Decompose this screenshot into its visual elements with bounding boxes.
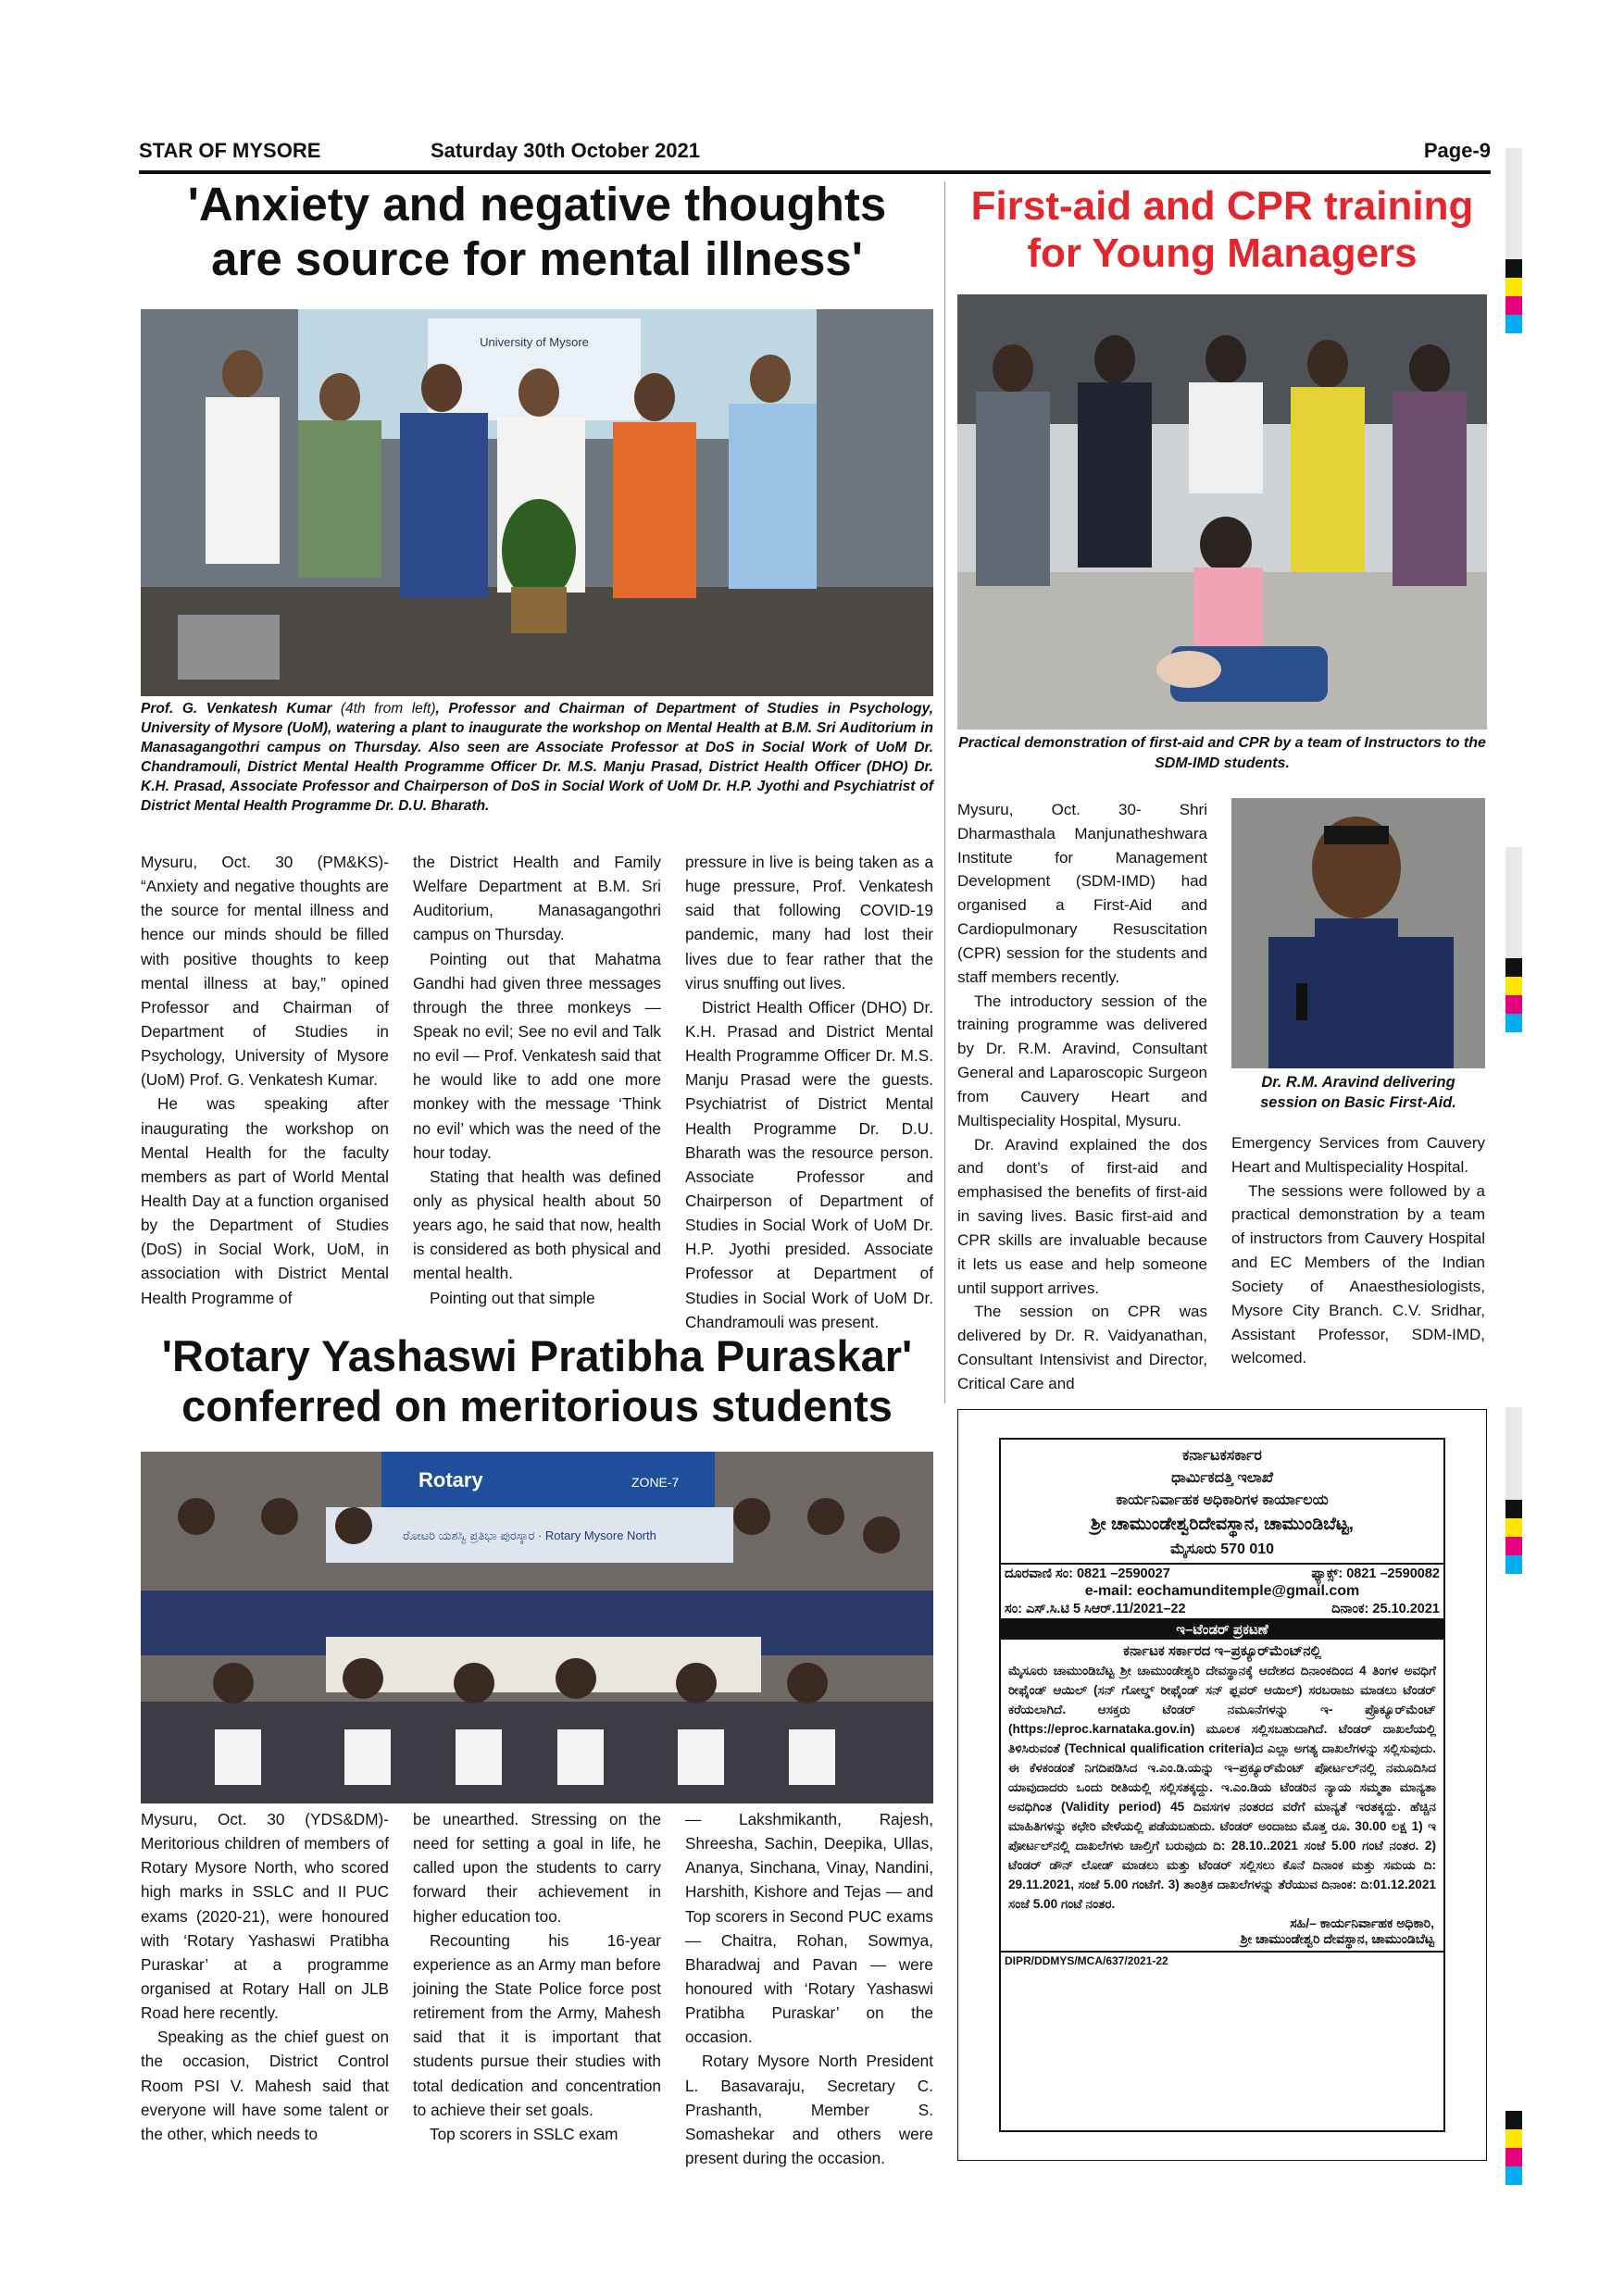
story3-column-1 [141,1807,389,2146]
ad-body: ಮೈಸೂರು ಚಾಮುಂಡಿಬೆಟ್ಟ ಶ್ರೀ ಚಾಮುಂಡೇಶ್ವರಿ ದೇವಸ್ಥಾನಕ್ಕೆ ಆದೇಶದ ದಿನಾಂಕದಿಂದ 4 ತಿಂಗಳ ಅವಧಿಗೆ ರೀಫೈಂಡ್ ಆಯಿಲ್ (ಸನ್ ಗೋಲ್ಡ್ ರೀಫೈಂಡ್ ಸನ್ ಫ್ಲವರ್ ಆಯಿಲ್) ಸರಬರಾಜು ಮಾಡಲು ಟೆಂಡರ್ ಕರೆಯಲಾಗಿದೆ. ಆಸಕ್ತರು ಟೆಂಡರ್ ನಮೂನೆಗಳನ್ನು ಇ- ಪ್ರೊಕ್ಯೂರ್‌ಮೆಂಟ್ (https://eproc.karnataka.gov.in) ಮೂಲಕ ಸಲ್ಲಿಸಬಹುದಾಗಿದೆ. ಟೆಂಡರ್ ದಾಖಲೆಯಲ್ಲಿ ತಿಳಿಸಿರುವಂತೆ (Technical qualification criteria)ದ ಎಲ್ಲಾ ಅಗತ್ಯ ದಾಖಲೆಗಳನ್ನು ಸಲ್ಲಿಸುವುದು. ಈ ಕೆಳಕಂಡಂತೆ ನಿಗದಿಪಡಿಸಿದ ಇ.ಎಂ.ಡಿ.ಯನ್ನು ಇ–ಪ್ರಕ್ಯೂರ್‌ಮೆಂಟ್ ಪೋರ್ಟಲ್‌ನಲ್ಲಿ ನಮೂದಿಸಿದ ಯಾವುದಾದರು ಒಂದು ರೀತಿಯಲ್ಲಿ ಸಲ್ಲಿಸತಕ್ಕದ್ದು. ಇ.ಎಂ.ಡಿಯ ಟೆಂಡರಿನ ನ್ಯಾಯ ಸಮ್ಮತಾ ಮಾನ್ಯತಾ ಅವಧಿಗಿಂತ (Validity period) 45 ದಿವಸಗಳ ನಂತರದ ವರೆಗೆ ಮಾನ್ಯತೆ ಇರತಕ್ಕದ್ದು. ಹೆಚ್ಚಿನ ಮಾಹಿತಿಗಳನ್ನು ಕಛೇರಿ ವೇಳೆಯಲ್ಲಿ ಪಡೆಯಬಹುದು. ಟೆಂಡರ್ ಅಂದಾಜು ಮೊತ್ತ ರೂ. 30.00 ಲಕ್ಷ 1) ಇ ಪೋರ್ಟಲ್‌ನಲ್ಲಿ ದಾಖಲೆಗಳು ಚಾಲ್ತಿಗೆ ಬರುವುದು ದಿ: 28.10..2021 ಸಂಜೆ 5.00 ಗಂಟೆ ನಂತರ. 2) ಟೆಂಡರ್ ಡೌನ್ ಲೋಡ್ ಮಾಡಲು ಮತ್ತು ಟೆಂಡರ್ ಸಲ್ಲಿಸಲು ಕೊನೆ ದಿನಾಂಕ ಮತ್ತು ಸಮಯ ದಿ: 29.11.2021, ಸಂಜೆ 5.00 ಗಂಟೆಗೆ. 3) ತಾಂತ್ರಿಕ ದಾಖಲೆಗಳನ್ನು ತೆರೆಯುವ ದಿನಾಂಕ: ದಿ:01.12.2021 ಸಂಜೆ 5.00 ಗಂಟೆ ನಂತರ. [1008,1663,1436,1912]
ad-dipr-code: DIPR/DDMYS/MCA/637/2021-22 [1001,1951,1443,1969]
color-registration-strip [1505,148,1522,333]
story3-photo [141,1452,933,1803]
story2-photo-caption: Practical demonstration of first-aid and CPR by a team of Instructors to the SDM-IMD students. [958,735,1486,771]
headline-line: conferred on meritorious students [181,1381,893,1431]
story1-photo [141,309,933,696]
issue-date: Saturday 30th October 2021 [431,139,701,162]
color-registration-strip [1505,1407,1522,1574]
caption-name: Prof. G. Venkatesh Kumar [141,701,332,717]
caption-note: (4th from left) [331,701,436,717]
ad-address: ಮೈಸೂರು 570 010 [1169,1541,1275,1557]
color-registration-strip [1505,2111,1522,2185]
paragraph: pressure in live is being taken as a huge pressure, Prof. Venkatesh said that following COVID-19 pandemic, many had lost their lives due to fear rather that the virus snuffing out lives. [685,853,933,992]
paragraph: Top scorers in SSLC exam [430,2124,618,2143]
ad-tender-subtitle: ಕರ್ನಾಟಕ ಸರ್ಕಾರದ ಇ–ಪ್ರಕ್ಯೂರ್‌ಮೆಂಟ್‌ನಲ್ಲಿ [1123,1642,1321,1659]
cpr-demonstration-photo [957,294,1487,730]
speaker-photo [1231,798,1485,1068]
headline-line: for Young Managers [1027,230,1418,276]
paragraph: Pointing out that simple [430,1288,595,1307]
ad-signature-office: ಶ್ರೀ ಚಾಮುಂಡೇಶ್ವರಿ ದೇವಸ್ಥಾನ, ಚಾಮುಂಡಿಬೆಟ್ಟ [1240,1931,1434,1947]
portrait-caption: Dr. R.M. Aravind delivering session on Basic First-Aid. [1260,1074,1456,1112]
ad-temple-name: ಶ್ರೀ ಚಾಮುಂಡೇಶ್ವರಿದೇವಸ್ಥಾನ, ಚಾಮುಂಡಿಬೆಟ್ಟ, [1091,1515,1354,1534]
page-number: Page-9 [1423,139,1491,162]
banner-text: University of Mysore [480,335,589,349]
paragraph: Speaking as the chief guest on the occasion, District Control Room PSI V. Mahesh said that everyone will have some talent or the other, which needs to [141,2028,389,2143]
paragraph: Emergency Services from Cauvery Heart and Multispeciality Hospital. [1231,1134,1485,1176]
paragraph: be unearthed. Stressing on the need for setting a goal in life, he called upon the students to carry forward their achievement in higher education too. [413,1810,661,1926]
story1-headline [139,178,935,286]
ad-contact-row [1001,1563,1443,1583]
paragraph: Mysuru, Oct. 30- Shri Dharmasthala Manjunatheshwara Institute for Management Development (SDM-IMD) had organised a First-Aid and Cardiopulmonary Resuscitation (CPR) session for the students and staff members recently. [957,801,1207,986]
masthead [139,139,1491,172]
paper-name: STAR OF MYSORE [139,139,321,162]
story3-column-3 [685,1807,933,2170]
banner-zone: ZONE-7 [631,1475,680,1490]
ad-email: e-mail: eochamunditemple@gmail.com [1084,1582,1360,1599]
story1-column-1 [141,850,389,1310]
paragraph: the District Health and Family Welfare Department at B.M. Sri Auditorium, Manasagangothri campus on Thursday. [413,853,661,944]
workshop-inauguration-photo [141,309,933,696]
paragraph: Dr. Aravind explained the dos and dont’s of first-aid and emphasised the benefits of first-aid in saving lives. Basic first-aid and CPR skills are invaluable because it lets us ease and help someone until support arrives. [957,1135,1207,1297]
paragraph: The introductory session of the training programme was delivered by Dr. R.M. Aravind, Consultant General and Laparoscopic Surgeon from Cauvery Heart and Multispeciality Hospital, Mysuru. [957,992,1207,1129]
ad-signature: ಸಹಿ/– ಕಾರ್ಯನಿರ್ವಾಹಕ ಅಧಿಕಾರಿ, [1290,1915,1434,1931]
story2-photo [957,294,1487,730]
ad-fax: ಫ್ಯಾಕ್ಸ್: 0821 –2590082 [1311,1566,1440,1581]
ad-ref-number: ಸಂ: ಎಸ್.ಸಿ.ಟಿ 5 ಸಿಆರ್.11/2021–22 [1005,1601,1186,1616]
ad-ref-date: ದಿನಾಂಕ: 25.10.2021 [1331,1601,1440,1616]
paragraph: The sessions were followed by a practical demonstration by a team of instructors from Cauvery Hospital and EC Members of the Indian Society of Anaesthesiologists, Mysore City Branch. C.V. Sridhar, Assistant Professor, SDM-IMD, welcomed. [1231,1181,1485,1367]
story2-column-1 [957,798,1207,1396]
story2-column-2 [1231,1131,1485,1370]
color-registration-strip [1505,847,1522,1032]
ad-heading: ಕರ್ನಾಟಕಸರ್ಕಾರ [1182,1448,1262,1464]
headline-line: First-aid and CPR training [970,183,1474,229]
story3-column-2 [413,1807,661,2146]
award-ceremony-photo [141,1452,933,1803]
paragraph: District Health Officer (DHO) Dr. K.H. Prasad and District Mental Health Programme Officer Dr. M.S. Manju Prasad were the guests. Psychiatrist of District Mental Health Programme Dr. D.U. Bharath was the resource person. Associate Professor and Chairperson of Department of Studies in Social Work of UoM Dr. H.P. Jyothi presided. Associate Professor at Department of Studies in Social Work of UoM Dr. Chandramouli was present. [685,997,933,1331]
banner-title: Rotary [418,1468,483,1491]
tender-advertisement [999,1438,1445,2132]
story1-column-3 [685,850,933,1334]
ad-department: ಧಾರ್ಮಿಕದತ್ತಿ ಇಲಾಖೆ [1170,1470,1274,1486]
headline-line: 'Anxiety and negative thoughts [187,178,887,231]
column-divider [944,181,945,1404]
paragraph: Mysuru, Oct. 30 (PM&KS)- “Anxiety and negative thoughts are the source for mental illness and hence our minds should be filled with positive thoughts to keep mental illness at bay,” opined Professor and Chairman of Department of Studies in Psychology, University of Mysore (UoM) Prof. G. Venkatesh Kumar. [141,853,389,1090]
paragraph: He was speaking after inaugurating the workshop on Mental Health for the faculty members as part of World Mental Health Day at a function organised by the Department of Studies (DoS) in Social Work, UoM, in association with District Mental Health Programme of [141,1094,389,1307]
headline-line: are source for mental illness' [211,231,863,285]
paragraph: Rotary Mysore North President L. Basavaraju, Secretary C. Prashanth, Member S. Somashekar and others were present during the occasion. [685,2052,933,2167]
speaker-portrait [1231,798,1485,1068]
caption-text: , Professor and Chairman of Department of Studies in Psychology, University of Mysore (UoM), watering a plant to inaugurate the workshop on Mental Health at B.M. Sri Auditorium in Manasagangothri campus on Thursday. Also seen are Associate Professor at DoS in Social Work of UoM Dr. Chandramouli, District Mental Health Programme Officer Dr. M.S. Manju Prasad, District Health Officer (DHO) Dr. K.H. Prasad, Associate Professor and Chairperson of DoS in Social Work of UoM Dr. H.P. Jyothi and Psychiatrist of District Mental Health Programme Dr. D.U. Bharath. [141,701,933,814]
paragraph: Mysuru, Oct. 30 (YDS&DM)- Meritorious children of members of Rotary Mysore North, who scored high marks in SSLC and II PUC exams (2020-21), were honoured with ‘Rotary Yashaswi Pratibha Puraskar’ at a programme organised at Rotary Hall on JLB Road here recently. [141,1810,389,2023]
story1-column-2 [413,850,661,1310]
story2-headline [954,183,1491,277]
masthead-rule [139,170,1491,174]
ad-office: ಕಾರ್ಯನಿರ್ವಾಹಕ ಅಧಿಕಾರಿಗಳ ಕಾರ್ಯಾಲಯ [1116,1492,1329,1508]
paragraph: The session on CPR was delivered by Dr. R. Vaidyanathan, Consultant Intensivist and Director, Critical Care and [957,1303,1207,1392]
story1-caption [141,700,933,817]
headline-line: 'Rotary Yashaswi Pratibha Puraskar' [161,1331,913,1380]
ad-phone: ದೂರವಾಣಿ ಸಂ: 0821 –2590027 [1005,1566,1170,1581]
tender-ad-frame [957,1409,1487,2161]
paragraph: Stating that health was defined only as physical health about 50 years ago, he said that now, health is considered as both physical and mental health. [413,1167,661,1283]
banner-board-text: ರೋಟರಿ ಯಶಸ್ವಿ ಪ್ರತಿಭಾ ಪುರಸ್ಕಾರ · Rotary Mysore North [403,1529,656,1542]
ad-ref-row [1001,1600,1443,1620]
ad-tender-title: ಇ–ಟೆಂಡರ್ ಪ್ರಕಟಣೆ [1001,1620,1443,1640]
story3-headline [139,1331,935,1431]
paragraph: Pointing out that Mahatma Gandhi had given three messages through the three monkeys — Speak no evil; See no evil and Talk no evil — Prof. Venkatesh said that he would like to add one more monkey with the message ‘Think no evil’ which was the need of the hour today. [413,949,661,1162]
paragraph: — Lakshmikanth, Rajesh, Shreesha, Sachin, Deepika, Ullas, Ananya, Sinchana, Vinay, Nandini, Harshith, Kishore and Tejas — and Top scorers in Second PUC exams — Chaitra, Rohan, Sowmya, Bharadwaj and Pavan — were honoured with ‘Rotary Yashaswi Pratibha Puraskar’ on the occasion. [685,1810,933,2047]
paragraph: Recounting his 16-year experience as an Army man before joining the State Police force post retirement from the Army, Mahesh said that it is important that students pursue their studies with total dedication and concentration to achieve their set goals. [413,1930,661,2119]
